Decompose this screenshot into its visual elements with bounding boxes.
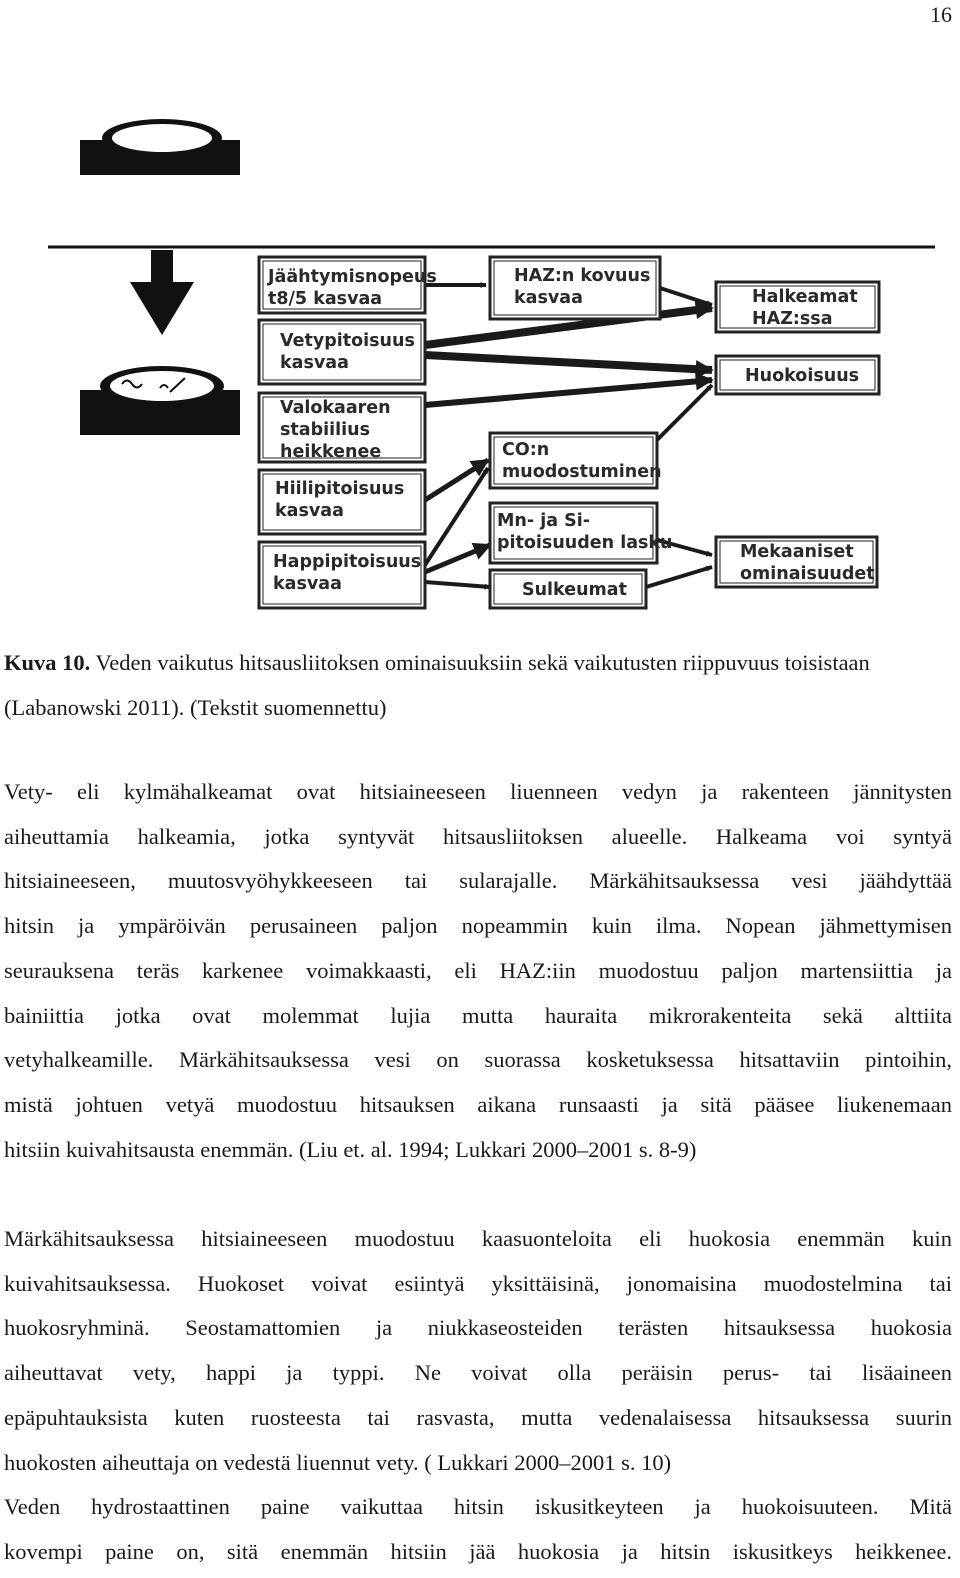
box-mechanical-line2: ominaisuudet (740, 564, 875, 584)
box-arc-line3: heikkenee (280, 442, 382, 462)
box-mechanical (716, 537, 877, 587)
paragraph-line: huokosryhminä. Seostamattomien ja niukkaseosteiden terästen hitsauksessa huokosia (4, 1315, 952, 1341)
paragraph-line: seurauksena teräs karkenee voimakkaasti, eli HAZ:iin muodostuu paljon martensiittia ja (4, 957, 952, 983)
weld-bead-wet-icon (80, 366, 240, 435)
box-arc-line2: stabiilius (280, 420, 370, 440)
arrow-oxygen-to-inclusions (425, 582, 490, 587)
box-haz-hardness-line2: kasvaa (514, 288, 583, 308)
paragraph-line: aiheuttavat vety, happi ja typpi. Ne voivat olla peräisin perus- tai lisäaineen (4, 1360, 952, 1386)
paragraph-porosity (4, 1217, 952, 1485)
box-inclusions-line1: Sulkeumat (522, 580, 627, 600)
weld-bead-dry-icon (80, 119, 240, 175)
box-inclusions (490, 570, 646, 608)
figure-caption (4, 640, 954, 730)
box-haz-cracks-line1: Halkeamat (752, 287, 858, 307)
paragraph-pressure (4, 1485, 952, 1574)
paragraph-line: huokosten aiheuttaja on vedestä liuennut vety. ( Lukkari 2000–2001 s. 10) (4, 1449, 672, 1475)
box-cooling-line2: t8/5 kasvaa (268, 289, 383, 309)
paragraph-hydrogen-cracks (4, 770, 952, 1172)
figure-diagram (0, 100, 960, 620)
paragraph-line: Märkähitsauksessa hitsiaineeseen muodostuu kaasuonteloita eli huokosia enemmän kuin (4, 1226, 952, 1251)
box-co-line2: muodostuminen (502, 462, 662, 482)
box-haz-hardness-line1: HAZ:n kovuus (514, 266, 651, 286)
paragraph-line: kuivahitsauksessa. Huokoset voivat esiintyä yksittäisinä, jonomaisina muodostelmina tai (4, 1270, 952, 1296)
paragraph-line: bainiittia jotka ovat molemmat lujia mutta hauraita mikrorakenteita sekä alttiita (4, 1002, 952, 1028)
box-arc (259, 393, 425, 462)
arrow-arc-to-hydrogen (425, 380, 712, 405)
box-oxygen (259, 542, 425, 608)
caption-text: Veden vaikutus hitsausliitoksen ominaisuuksiin sekä vaikutusten riippuvuus toisistaan (Labanowski 2011). (Tekstit suomennettu) (4, 650, 870, 720)
box-oxygen-line2: kasvaa (273, 574, 342, 594)
box-co-line1: CO:n (502, 440, 550, 460)
paragraph-line: epäpuhtauksista kuten ruosteesta tai rasvasta, mutta vedenalaisessa hitsauksessa suurin (4, 1404, 952, 1430)
paragraph-line: vetyhalkeamille. Märkähitsauksessa vesi on suorassa kosketuksessa hitsattaviin pintoihin, (4, 1047, 952, 1073)
paragraph-line: mistä johtuen vetyä muodostuu hitsauksen aikana runsaasti ja sitä pääsee liukenemaan (4, 1091, 952, 1117)
paragraph-line: hitsiin kuivahitsausta enemmän. (Liu et. al. 1994; Lukkari 2000–2001 s. 8-9) (4, 1136, 697, 1162)
paragraph-line: hitsiaineeseen, muutosvyöhykkeeseen tai sularajalle. Märkähitsauksessa vesi jäähdyttää (4, 868, 952, 894)
arrow-inclusions-to-mechanical (646, 567, 712, 587)
paragraph-line: Veden hydrostaattinen paine vaikuttaa hitsin iskusitkeyteen ja huokoisuuteen. Mitä (4, 1494, 952, 1519)
box-arc-line1: Valokaaren (280, 398, 391, 418)
box-haz-cracks (716, 282, 879, 332)
paragraph-line: hitsin ja ympäröivän perusaineen paljon nopeammin kuin ilma. Nopean jähmettymisen (4, 913, 952, 939)
box-porosity-line1: Huokoisuus (745, 366, 860, 386)
box-haz-cracks-line2: HAZ:ssa (752, 309, 833, 329)
arrow-hydrogen-to-porosity (425, 355, 712, 370)
arrow-hardness-to-cracks (660, 288, 712, 305)
paragraph-line: kovempi paine on, sitä enemmän hitsiin jää huokosia ja hitsin iskusitkeys heikkenee. (4, 1538, 952, 1564)
box-mn-si-line1: Mn- ja Si- (497, 511, 590, 531)
box-porosity (716, 356, 879, 394)
box-cooling-line1: Jäähtymisnopeus (268, 267, 437, 287)
box-mn-si-line2: pitoisuuden lasku (497, 533, 673, 553)
arrow-co-to-porosity (657, 385, 712, 440)
box-hydrogen (259, 320, 425, 384)
box-carbon-line1: Hiilipitoisuus (275, 479, 405, 499)
box-cooling (259, 257, 437, 313)
paragraph-line: aiheuttamia halkeamia, jotka syntyvät hitsausliitoksen alueelle. Halkeama voi syntyä (4, 823, 952, 849)
box-co (490, 433, 662, 488)
box-hydrogen-line2: kasvaa (280, 353, 349, 373)
diagram-svg (0, 100, 960, 620)
paragraph-line: Vety- eli kylmähalkeamat ovat hitsiaineeseen liuenneen vedyn ja rakenteen jännitysten (4, 779, 952, 804)
caption-label: Kuva 10. (4, 650, 91, 675)
box-mechanical-line1: Mekaaniset (740, 542, 854, 562)
box-mn-si (490, 503, 673, 563)
box-hydrogen-line1: Vetypitoisuus (280, 331, 415, 351)
page-number: 16 (930, 2, 952, 27)
box-carbon-line2: kasvaa (275, 501, 344, 521)
box-carbon (259, 470, 425, 534)
down-arrow-icon (130, 250, 194, 335)
box-oxygen-line1: Happipitoisuus (273, 552, 422, 572)
box-haz-hardness (490, 257, 660, 319)
